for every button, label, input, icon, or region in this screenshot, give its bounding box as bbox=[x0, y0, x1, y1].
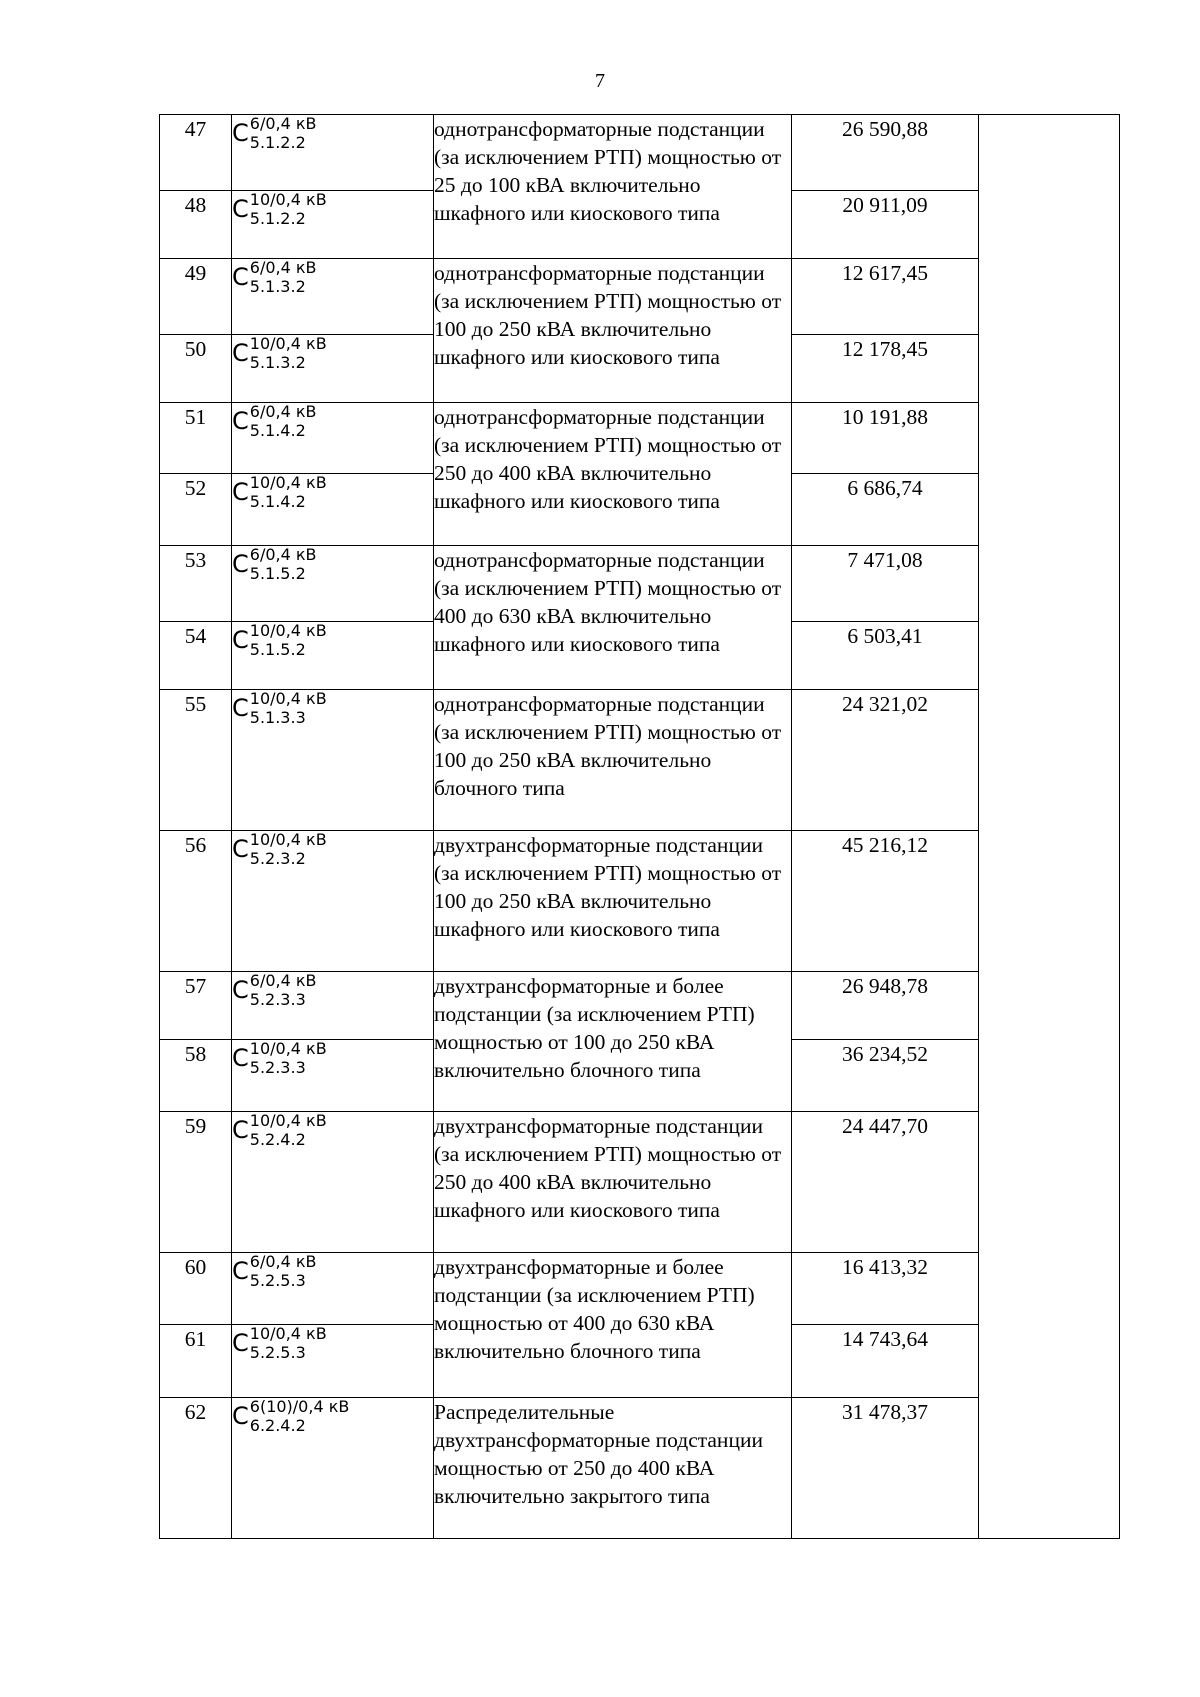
row-number: 49 bbox=[160, 259, 232, 335]
tariff-value: 12 617,45 bbox=[792, 259, 979, 335]
formula-superscript: 10/0,4 кВ bbox=[249, 334, 327, 353]
formula-subscript: 5.2.3.2 bbox=[249, 849, 306, 868]
substation-description: однотрансформаторные подстанции (за исключением РТП) мощностью от 400 до 630 кВА включительно шкафного или киоскового типа bbox=[434, 546, 792, 690]
formula-superscript: 10/0,4 кВ bbox=[249, 1324, 327, 1343]
formula-base: С bbox=[232, 1116, 249, 1144]
formula-base: С bbox=[232, 1257, 249, 1285]
tariff-value: 26 590,88 bbox=[792, 115, 979, 191]
tariff-value: 36 234,52 bbox=[792, 1040, 979, 1112]
formula-subscript: 5.2.3.3 bbox=[249, 1058, 306, 1077]
row-number: 56 bbox=[160, 831, 232, 972]
formula-subscript: 5.1.2.2 bbox=[249, 209, 306, 228]
formula-base: С bbox=[232, 478, 249, 506]
tariff-formula bbox=[232, 622, 327, 659]
tariff-code bbox=[232, 115, 434, 191]
tariff-formula bbox=[232, 403, 317, 440]
table-row bbox=[160, 115, 1120, 191]
formula-base: С bbox=[232, 195, 249, 223]
formula-subscript: 5.1.2.2 bbox=[249, 133, 306, 152]
formula-superscript: 6(10)/0,4 кВ bbox=[249, 1397, 350, 1416]
tariff-code bbox=[232, 403, 434, 474]
substation-description: двухтрансформаторные подстанции (за исключением РТП) мощностью от 250 до 400 кВА включительно шкафного или киоскового типа bbox=[434, 1112, 792, 1253]
substation-description: однотрансформаторные подстанции (за исключением РТП) мощностью от 100 до 250 кВА включительно блочного типа bbox=[434, 690, 792, 831]
table-row bbox=[160, 831, 1120, 972]
formula-superscript: 10/0,4 кВ bbox=[249, 689, 327, 708]
formula-subscript: 5.1.3.3 bbox=[249, 708, 306, 727]
tariff-formula bbox=[232, 1398, 349, 1435]
formula-superscript: 10/0,4 кВ bbox=[249, 1111, 327, 1130]
tariff-formula bbox=[232, 1040, 327, 1077]
row-number: 59 bbox=[160, 1112, 232, 1253]
table-row bbox=[160, 1253, 1120, 1325]
row-number: 48 bbox=[160, 191, 232, 259]
tariff-formula bbox=[232, 972, 317, 1009]
formula-superscript: 10/0,4 кВ bbox=[249, 473, 327, 492]
formula-base: С bbox=[232, 407, 249, 435]
substation-description: двухтрансформаторные подстанции (за исключением РТП) мощностью от 100 до 250 кВА включительно шкафного или киоскового типа bbox=[434, 831, 792, 972]
formula-superscript: 6/0,4 кВ bbox=[249, 1252, 317, 1271]
formula-subscript: 5.1.4.2 bbox=[249, 421, 306, 440]
tariff-formula bbox=[232, 1253, 317, 1290]
formula-base: С bbox=[232, 976, 249, 1004]
tariff-code bbox=[232, 622, 434, 690]
formula-subscript: 5.1.5.2 bbox=[249, 640, 306, 659]
formula-base: С bbox=[232, 1329, 249, 1357]
formula-base: С bbox=[232, 835, 249, 863]
formula-base: С bbox=[232, 119, 249, 147]
tariff-value: 12 178,45 bbox=[792, 335, 979, 403]
tariff-code bbox=[232, 972, 434, 1040]
formula-base: С bbox=[232, 626, 249, 654]
tariff-table bbox=[159, 114, 1120, 1539]
tariff-formula bbox=[232, 259, 317, 296]
tariff-table-body bbox=[160, 115, 1120, 1539]
formula-subscript: 5.2.3.3 bbox=[249, 990, 306, 1009]
tariff-value: 6 503,41 bbox=[792, 622, 979, 690]
tariff-value: 14 743,64 bbox=[792, 1325, 979, 1398]
table-row bbox=[160, 1112, 1120, 1253]
tariff-value: 16 413,32 bbox=[792, 1253, 979, 1325]
formula-superscript: 6/0,4 кВ bbox=[249, 545, 317, 564]
table-row bbox=[160, 972, 1120, 1040]
formula-base: С bbox=[232, 550, 249, 578]
table-row bbox=[160, 1398, 1120, 1539]
tariff-value: 45 216,12 bbox=[792, 831, 979, 972]
substation-description: Распределительные двухтрансформаторные подстанции мощностью от 250 до 400 кВА включительно закрытого типа bbox=[434, 1398, 792, 1539]
tariff-formula bbox=[232, 1112, 327, 1149]
formula-superscript: 6/0,4 кВ bbox=[249, 971, 317, 990]
tariff-code bbox=[232, 1112, 434, 1253]
row-number: 54 bbox=[160, 622, 232, 690]
tariff-code bbox=[232, 1253, 434, 1325]
row-number: 53 bbox=[160, 546, 232, 622]
formula-base: С bbox=[232, 1044, 249, 1072]
table-row bbox=[160, 546, 1120, 622]
tariff-code bbox=[232, 1040, 434, 1112]
row-number: 52 bbox=[160, 474, 232, 546]
formula-superscript: 10/0,4 кВ bbox=[249, 190, 327, 209]
substation-description: однотрансформаторные подстанции (за исключением РТП) мощностью от 250 до 400 кВА включительно шкафного или киоскового типа bbox=[434, 403, 792, 546]
tariff-code bbox=[232, 259, 434, 335]
formula-base: С bbox=[232, 1402, 249, 1430]
tariff-formula bbox=[232, 546, 317, 583]
substation-description: однотрансформаторные подстанции (за исключением РТП) мощностью от 100 до 250 кВА включительно шкафного или киоскового типа bbox=[434, 259, 792, 403]
tariff-value: 20 911,09 bbox=[792, 191, 979, 259]
tariff-value: 31 478,37 bbox=[792, 1398, 979, 1539]
row-number: 57 bbox=[160, 972, 232, 1040]
table-row bbox=[160, 403, 1120, 474]
tariff-value: 6 686,74 bbox=[792, 474, 979, 546]
row-number: 61 bbox=[160, 1325, 232, 1398]
formula-subscript: 5.2.4.2 bbox=[249, 1130, 306, 1149]
row-number: 51 bbox=[160, 403, 232, 474]
tariff-formula bbox=[232, 115, 317, 152]
substation-description: двухтрансформаторные и более подстанции (за исключением РТП) мощностью от 100 до 250 кВА включительно блочного типа bbox=[434, 972, 792, 1112]
row-number: 60 bbox=[160, 1253, 232, 1325]
tariff-formula bbox=[232, 831, 327, 868]
tariff-code bbox=[232, 335, 434, 403]
formula-subscript: 5.1.5.2 bbox=[249, 564, 306, 583]
page-number: 7 bbox=[595, 70, 605, 92]
tariff-formula bbox=[232, 335, 327, 372]
formula-superscript: 10/0,4 кВ bbox=[249, 830, 327, 849]
tariff-value: 24 447,70 bbox=[792, 1112, 979, 1253]
formula-subscript: 5.1.3.2 bbox=[249, 277, 306, 296]
row-number: 62 bbox=[160, 1398, 232, 1539]
tariff-code bbox=[232, 546, 434, 622]
tariff-code bbox=[232, 690, 434, 831]
formula-superscript: 10/0,4 кВ bbox=[249, 621, 327, 640]
formula-subscript: 6.2.4.2 bbox=[249, 1416, 306, 1435]
formula-subscript: 5.2.5.3 bbox=[249, 1271, 306, 1290]
formula-subscript: 5.2.5.3 bbox=[249, 1343, 306, 1362]
tariff-code bbox=[232, 1325, 434, 1398]
tariff-value: 10 191,88 bbox=[792, 403, 979, 474]
formula-superscript: 10/0,4 кВ bbox=[249, 1039, 327, 1058]
substation-description: однотрансформаторные подстанции (за исключением РТП) мощностью от 25 до 100 кВА включительно шкафного или киоскового типа bbox=[434, 115, 792, 259]
formula-base: С bbox=[232, 339, 249, 367]
formula-base: С bbox=[232, 694, 249, 722]
empty-column bbox=[979, 115, 1120, 1539]
formula-superscript: 6/0,4 кВ bbox=[249, 258, 317, 277]
row-number: 58 bbox=[160, 1040, 232, 1112]
row-number: 55 bbox=[160, 690, 232, 831]
formula-superscript: 6/0,4 кВ bbox=[249, 402, 317, 421]
tariff-formula bbox=[232, 474, 327, 511]
formula-base: С bbox=[232, 263, 249, 291]
tariff-formula bbox=[232, 1325, 327, 1362]
formula-subscript: 5.1.3.2 bbox=[249, 353, 306, 372]
formula-superscript: 6/0,4 кВ bbox=[249, 114, 317, 133]
tariff-formula bbox=[232, 690, 327, 727]
tariff-value: 7 471,08 bbox=[792, 546, 979, 622]
formula-subscript: 5.1.4.2 bbox=[249, 492, 306, 511]
row-number: 50 bbox=[160, 335, 232, 403]
tariff-code bbox=[232, 831, 434, 972]
row-number: 47 bbox=[160, 115, 232, 191]
tariff-code bbox=[232, 191, 434, 259]
tariff-value: 24 321,02 bbox=[792, 690, 979, 831]
tariff-code bbox=[232, 474, 434, 546]
table-row bbox=[160, 259, 1120, 335]
tariff-code bbox=[232, 1398, 434, 1539]
tariff-value: 26 948,78 bbox=[792, 972, 979, 1040]
table-row bbox=[160, 690, 1120, 831]
tariff-formula bbox=[232, 191, 327, 228]
substation-description: двухтрансформаторные и более подстанции (за исключением РТП) мощностью от 400 до 630 кВА включительно блочного типа bbox=[434, 1253, 792, 1398]
